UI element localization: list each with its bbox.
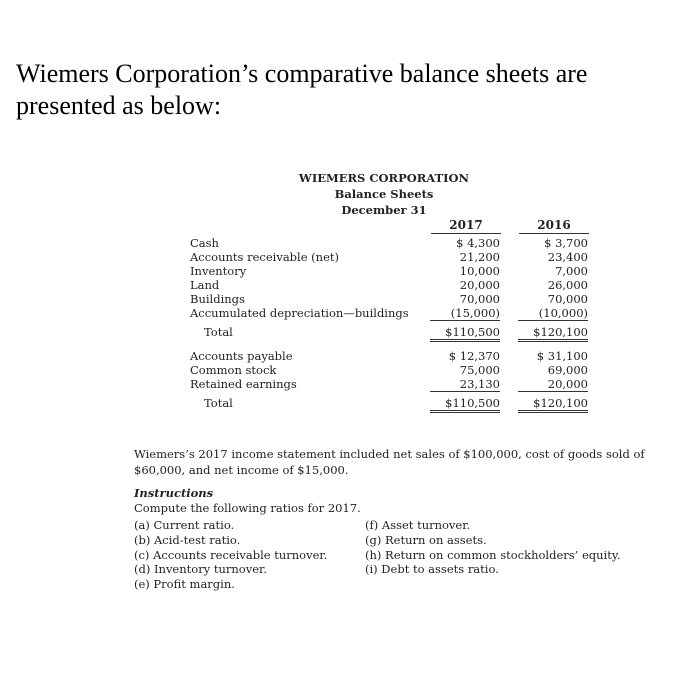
value-2016: $ 3,700 <box>544 236 588 250</box>
row-label: Total <box>204 396 233 410</box>
list-item: (c) Accounts receivable turnover. <box>134 547 328 562</box>
value-2016: 7,000 <box>555 264 588 278</box>
row-label: Total <box>204 325 233 339</box>
list-item: (g) Return on assets. <box>365 532 487 547</box>
table-row <box>190 306 610 321</box>
year-header-2016: 2016 <box>516 218 592 234</box>
total-2016: $120,100 <box>518 396 588 413</box>
table-row <box>190 292 610 306</box>
ratio-list-right <box>365 518 620 577</box>
value-2017: 75,000 <box>459 363 500 377</box>
table-row <box>190 349 610 363</box>
list-item: (e) Profit margin. <box>134 577 235 592</box>
total-2017: $110,500 <box>430 325 500 342</box>
statement-header <box>284 170 484 218</box>
value-2017: 70,000 <box>459 292 500 306</box>
list-item: (i) Debt to assets ratio. <box>365 562 499 577</box>
value-2017: $ 4,300 <box>456 236 500 250</box>
total-row <box>190 396 610 412</box>
total-2016: $120,100 <box>518 325 588 342</box>
ratio-list-left <box>134 518 327 592</box>
row-label: Land <box>190 278 220 292</box>
row-label: Retained earnings <box>190 377 297 391</box>
value-2016: 69,000 <box>547 363 588 377</box>
row-label: Accumulated depreciation—buildings <box>190 306 409 320</box>
intro-text: Wiemers Corporation’s comparative balance sheets are presented as below: <box>16 59 588 120</box>
row-label: Accounts receivable (net) <box>190 250 339 264</box>
value-2017: (15,000) <box>430 306 500 321</box>
total-2017: $110,500 <box>430 396 500 413</box>
list-item: (f) Asset turnover. <box>365 518 471 532</box>
table-row <box>190 278 610 292</box>
table-row <box>190 363 610 377</box>
total-row <box>190 325 610 341</box>
list-item: (a) Current ratio. <box>134 518 235 532</box>
table-row <box>190 236 610 250</box>
value-2016: 70,000 <box>547 292 588 306</box>
row-label: Buildings <box>190 292 245 306</box>
value-2016: 26,000 <box>547 278 588 292</box>
value-2016: $ 31,100 <box>536 349 588 363</box>
row-label: Accounts payable <box>190 349 293 363</box>
income-statement-note: Wiemers’s 2017 income statement included net sales of $100,000, cost of goods sold of $60,000, and net income of $15,000. <box>134 447 645 477</box>
table-row <box>190 264 610 278</box>
value-2016: 20,000 <box>518 377 588 392</box>
statement-date: December 31 <box>341 203 427 217</box>
value-2017: 23,130 <box>430 377 500 392</box>
list-item: (d) Inventory turnover. <box>134 562 267 577</box>
row-label: Inventory <box>190 264 247 278</box>
row-label: Common stock <box>190 363 277 377</box>
statement-title: Balance Sheets <box>334 187 434 201</box>
instructions-heading: Instructions <box>134 486 214 500</box>
company-name: WIEMERS CORPORATION <box>298 171 470 185</box>
value-2017: $ 12,370 <box>448 349 500 363</box>
value-2016: 23,400 <box>547 250 588 264</box>
year-header-2017: 2017 <box>428 218 504 234</box>
table-row <box>190 377 610 392</box>
value-2017: 20,000 <box>459 278 500 292</box>
list-item: (b) Acid-test ratio. <box>134 532 241 547</box>
value-2016: (10,000) <box>518 306 588 321</box>
table-row <box>190 250 610 264</box>
row-label: Cash <box>190 236 219 250</box>
value-2017: 10,000 <box>459 264 500 278</box>
list-item: (h) Return on common stockholders’ equity. <box>365 547 621 562</box>
value-2017: 21,200 <box>459 250 500 264</box>
instructions-text: Compute the following ratios for 2017. <box>134 501 361 515</box>
